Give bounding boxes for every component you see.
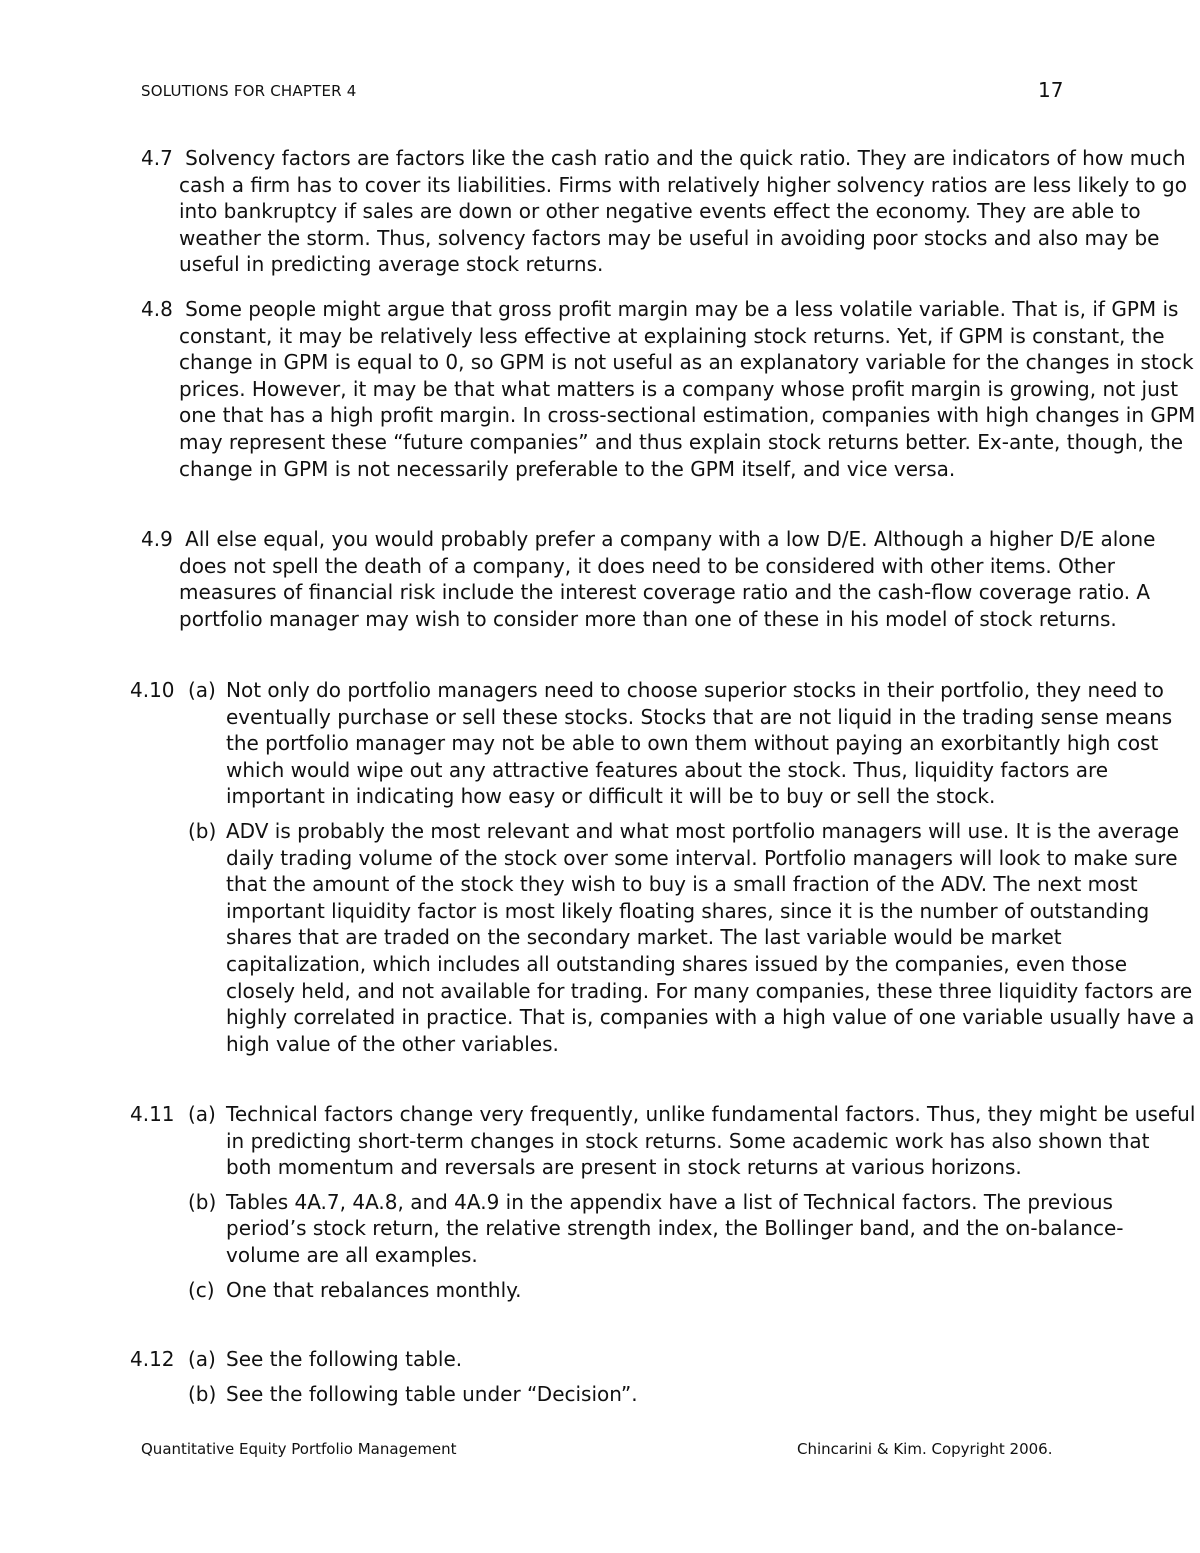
- part-text: See the following table under “Decision”.: [226, 1381, 638, 1406]
- answer-4-10: [130, 677, 1196, 1057]
- answer-number: 4.11: [130, 1102, 175, 1126]
- answer-part: [130, 818, 1196, 1057]
- answer-4-11: [130, 1101, 1196, 1303]
- part-text: Not only do portfolio managers need to choose superior stocks in their portfolio, they need to eventually purchase or sell these stocks. Stocks that are not liquid in the trading sense means the portfolio manager may not be able to own them without paying an exorbitantly high cost which would wipe out any attractive features about the stock. Thus, liquidity factors are important in indicating how easy or difficult it will be to buy or sell the stock.: [226, 678, 1173, 809]
- part-label: (a): [188, 1102, 216, 1126]
- answer-4-7: [141, 145, 1196, 278]
- page-number: 17: [1038, 78, 1064, 102]
- answer-number: 4.8: [141, 297, 173, 321]
- part-label: (a): [188, 1347, 216, 1371]
- part-text: ADV is probably the most relevant and what most portfolio managers will use. It is the average daily trading volume of the stock over some interval. Portfolio managers will look to make sure that the amount of the stock they wish to buy is a small fraction of the ADV. The next most important liquidity factor is most likely floating shares, since it is the number of outstanding shares that are traded on the secondary market. The last variable would be market capitalization, which includes all outstanding shares issued by the companies, even those closely held, and not available for trading. For many companies, these three liquidity factors are highly correlated in practice. That is, companies with a high value of one variable usually have a high value of the other variables.: [226, 818, 1195, 1056]
- part-label: (b): [188, 1381, 217, 1406]
- answer-part: [130, 677, 1196, 810]
- answer-4-8: [141, 296, 1196, 482]
- part-label: (a): [188, 678, 216, 702]
- answer-text: All else equal, you would probably prefer a company with a low D/E. Although a higher D/E alone does not spell the death of a company, it does need to be considered with other items. Other measures of financial risk include the interest coverage ratio and the cash-flow coverage ratio. A portfolio manager may wish to consider more than one of these in his model of stock returns.: [179, 527, 1156, 631]
- answer-part: [130, 1381, 1196, 1408]
- part-label: (c): [188, 1277, 215, 1302]
- footer-copyright: Chincarini & Kim. Copyright 2006.: [797, 1440, 1053, 1458]
- answer-number: 4.12: [130, 1347, 175, 1371]
- answer-number: 4.7: [141, 146, 173, 170]
- answer-4-9: [141, 526, 1196, 632]
- answer-part: [130, 1189, 1196, 1269]
- answer-part: [130, 1101, 1196, 1181]
- answer-text: Solvency factors are factors like the cash ratio and the quick ratio. They are indicators of how much cash a firm has to cover its liabilities. Firms with relatively higher solvency ratios are less likely to go into bankruptcy if sales are down or other negative events effect the economy. They are able to weather the storm. Thus, solvency factors may be useful in avoiding poor stocks and also may be useful in predicting average stock returns.: [179, 146, 1187, 277]
- part-label: (b): [188, 818, 217, 843]
- answer-4-12: [130, 1346, 1196, 1407]
- part-text: Technical factors change very frequently, unlike fundamental factors. Thus, they might be useful in predicting short-term changes in stock returns. Some academic work has also shown that both momentum and reversals are present in stock returns at various horizons.: [226, 1102, 1196, 1180]
- answer-part: [130, 1346, 1196, 1373]
- part-text: See the following table.: [226, 1347, 463, 1371]
- footer-book-title: Quantitative Equity Portfolio Management: [141, 1440, 457, 1458]
- answer-part: [130, 1277, 1196, 1304]
- part-text: Tables 4A.7, 4A.8, and 4A.9 in the appendix have a list of Technical factors. The previous period’s stock return, the relative strength index, the Bollinger band, and the on-balance-volume are all examples.: [226, 1189, 1124, 1267]
- running-head: SOLUTIONS FOR CHAPTER 4: [141, 82, 357, 100]
- part-label: (b): [188, 1189, 217, 1214]
- answer-text: Some people might argue that gross profit margin may be a less volatile variable. That is, if GPM is constant, it may be relatively less effective at explaining stock returns. Yet, if GPM is constant, the change in GPM is equal to 0, so GPM is not useful as an explanatory variable for the changes in stock prices. However, it may be that what matters is a company whose profit margin is growing, not just one that has a high profit margin. In cross-sectional estimation, companies with high changes in GPM may represent these “future companies” and thus explain stock returns better. Ex-ante, though, the change in GPM is not necessarily preferable to the GPM itself, and vice versa.: [179, 297, 1196, 481]
- answer-number: 4.10: [130, 678, 175, 702]
- part-text: One that rebalances monthly.: [226, 1277, 522, 1302]
- answer-number: 4.9: [141, 527, 173, 551]
